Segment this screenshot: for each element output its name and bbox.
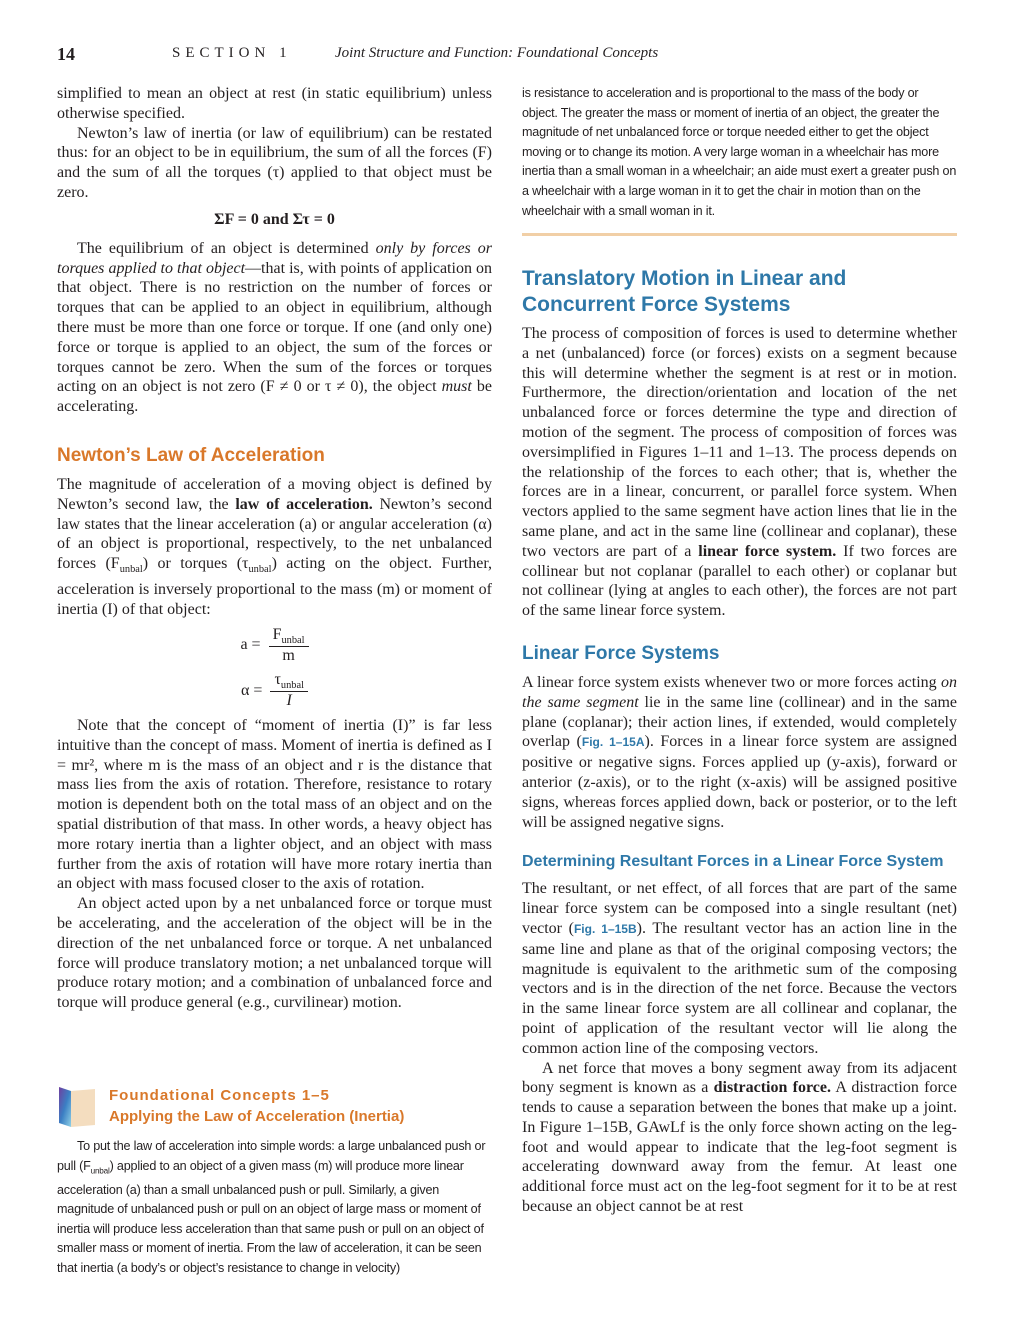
box-end-rule: [522, 233, 957, 236]
paragraph: Note that the concept of “moment of inertia (I)” is far less intuitive than the concept of mass. Moment of inertia is defined as I = mr², where m is the mass of an object and r is the distance that mass lies from the axis of rotation. Therefore, resistance to rotary motion is dependent both on the total mass of an object and on the spatial distribution of that mass. In other words, a heavy object has more rotary inertia than a lighter object, and an object with mass further from the axis of rotation will have more rotary inertia than an object with mass focused closer to the axis of rotation.: [57, 717, 492, 893]
paragraph: An object acted upon by a net unbalanced force or torque must be accelerating, and the acceleration of the object will be in the direction of the net unbalanced force or torque. A net unbalanced force will produce translatory motion; a net unbalanced torque will produce rotary motion; and a combination of unbalanced force and torque will produce general (e.g., curvilinear) motion.: [57, 895, 492, 1012]
heading-determining-resultant-forces: Determining Resultant Forces in a Linear Force System: [522, 853, 944, 871]
box-heading: [109, 1085, 492, 1127]
heading-linear-force-systems: Linear Force Systems: [522, 642, 720, 664]
equilibrium-equation: ΣF = 0 and Στ = 0: [214, 210, 335, 228]
box-body: [57, 1137, 492, 1279]
figure-reference[interactable]: Fig. 1–15A: [581, 735, 645, 750]
figure-reference[interactable]: Fig. 1–15B: [573, 921, 637, 936]
right-column-main: [522, 266, 957, 1217]
page-number: 14: [57, 44, 75, 64]
concept-prism-icon: [57, 1085, 97, 1129]
box-continuation: [522, 84, 957, 221]
running-header: [57, 44, 964, 68]
section-title: Joint Structure and Function: Foundational Concepts: [335, 45, 659, 61]
paragraph: The process of composition of forces is used to determine whether a net (unbalanced) force (or forces) exists on a segment because this will determine whether the segment is at rest or in motion. Furthermore, the direction/orientation and location of the net unbalanced force or forces determine the type and direction of motion of the segment. The process of composition of forces was oversimplified in Figures 1–11 and 1–13. The process depends on the relationship of the forces to each other; that is, whether the forces are in a linear, concurrent, or parallel force system. When vectors applied to the same segment have action lines that lie in the same plane, and act in the same line (collinear and coplanar), these two vectors are part of a linear force system. If two forces are collinear but not coplanar (parallel to each other) or coplanar but not collinear (lying at angles to each other), the forces are not part of the same linear force system.: [522, 325, 957, 620]
box-continued-text: is resistance to acceleration and is proportional to the mass of the body or object. The greater the mass or moment of inertia of an object, the greater the magnitude of net unbalanced force or torque needed either to get the object moving or to change its motion. A very large woman in a wheelchair has more inertia than a small woman in a wheelchair; an aide must exert a greater push on a wheelchair with a large woman in it to get the chair in motion than on the wheelchair with a small woman in it.: [522, 86, 957, 218]
paragraph: The equilibrium of an object is determined only by forces or torques applied to that object—that is, with points of application on that object. There is no restriction on the number of forces or torques that can be applied to an object in equilibrium, although there must be more than one force or torque. If one (and only one) force or torque is applied to an object, the sum of the forces or torques cannot be zero. When the sum of the forces or torques acting on an object is not zero (F ≠ 0 or τ ≠ 0), the object must be accelerating.: [57, 239, 493, 416]
angular-acceleration-equation: α = $\frac{\tau_{unbal}}{I}$: [57, 671, 492, 710]
paragraph: A linear force system exists whenever two or more forces acting on the same segment lie in the same line (collinear) and in the same plane (coplanar); their action lines, if extended, would completely overlap (Fig. 1–15A). Forces in a linear force system are assigned positive or negative signs. Forces applied up (y-axis), forward or anterior (z-axis), or to the right (x-axis) will be assigned positive signs, whereas forces applied down, back or posterior, or to the left will be assigned negative signs.: [522, 673, 958, 831]
paragraph: A net force that moves a bony segment away from its adjacent bony segment is known as a distraction force. A distraction force tends to cause a separation between the bones that make up a joint. In Figure 1–15B, GAwLf is the only force shown acting on the leg-foot and would appear to indicate that the leg-foot segment is accelerating downward away from the femur. At least one additional force must act on the leg-foot segment for it to be at rest because an object cannot be at rest: [522, 1059, 957, 1216]
section-label: SECTION 1: [172, 45, 292, 61]
box-label: Foundational Concepts 1–5: [109, 1087, 330, 1104]
paragraph: Newton’s law of inertia (or law of equilibrium) can be restated thus: for an object to be in equilibrium, the sum of all the forces (F) and the sum of all the torques (τ) applied to that object must be zero.: [57, 124, 492, 201]
foundational-concepts-box: [57, 1085, 492, 1279]
left-column: [57, 84, 492, 1013]
paragraph: The magnitude of acceleration of a moving object is defined by Newton’s second law, the law of acceleration. Newton’s second law states that the linear acceleration (a) or angular acceleration (α) of an object is proportional, respectively, to the net unbalanced forces $(F_{unbal})$ or torques $(\tau_{unbal})$ acting on the object. Further, acceleration is inversely proportional to the mass (m) or moment of inertia (I) of that object:: [57, 475, 493, 618]
right-column: [522, 84, 957, 221]
box-text: To put the law of acceleration into simple words: a large unbalanced push or pull $(F_{unbal})$ applied to an object of a given mass (m) will produce more linear acceleration (a) than a small unbalanced push or pull. Similarly, a given magnitude of unbalanced push or pull on an object of large mass or moment of inertia will produce less acceleration than that same push or pull on an object of smaller mass or moment of inertia. From the law of acceleration, it can be seen that inertia (a body’s or object’s resistance to change in velocity): [57, 1139, 486, 1276]
box-title: Applying the Law of Acceleration (Inertia): [109, 1108, 405, 1125]
paragraph: simplified to mean an object at rest (in static equilibrium) unless otherwise specified.: [57, 85, 492, 122]
heading-translatory-motion: Translatory Motion in Linear and Concurrent Force Systems: [522, 267, 847, 316]
paragraph: The resultant, or net effect, of all forces that are part of the same linear force system can be composed into a single resultant (net) vector (Fig. 1–15B). The resultant vector has an action line in the same line and plane as that of the original composing vectors; the magnitude is equivalent to the arithmetic sum of the composing vectors and is in the direction of the net force. Because the vectors in the same linear force system are all collinear and coplanar, the point of application of the resultant vector will lie along the common action line of the composing vectors.: [522, 880, 958, 1057]
heading-law-of-acceleration: Newton’s Law of Acceleration: [57, 444, 325, 466]
acceleration-equation: a = $\frac{F_{unbal}}{m}$: [57, 626, 492, 665]
